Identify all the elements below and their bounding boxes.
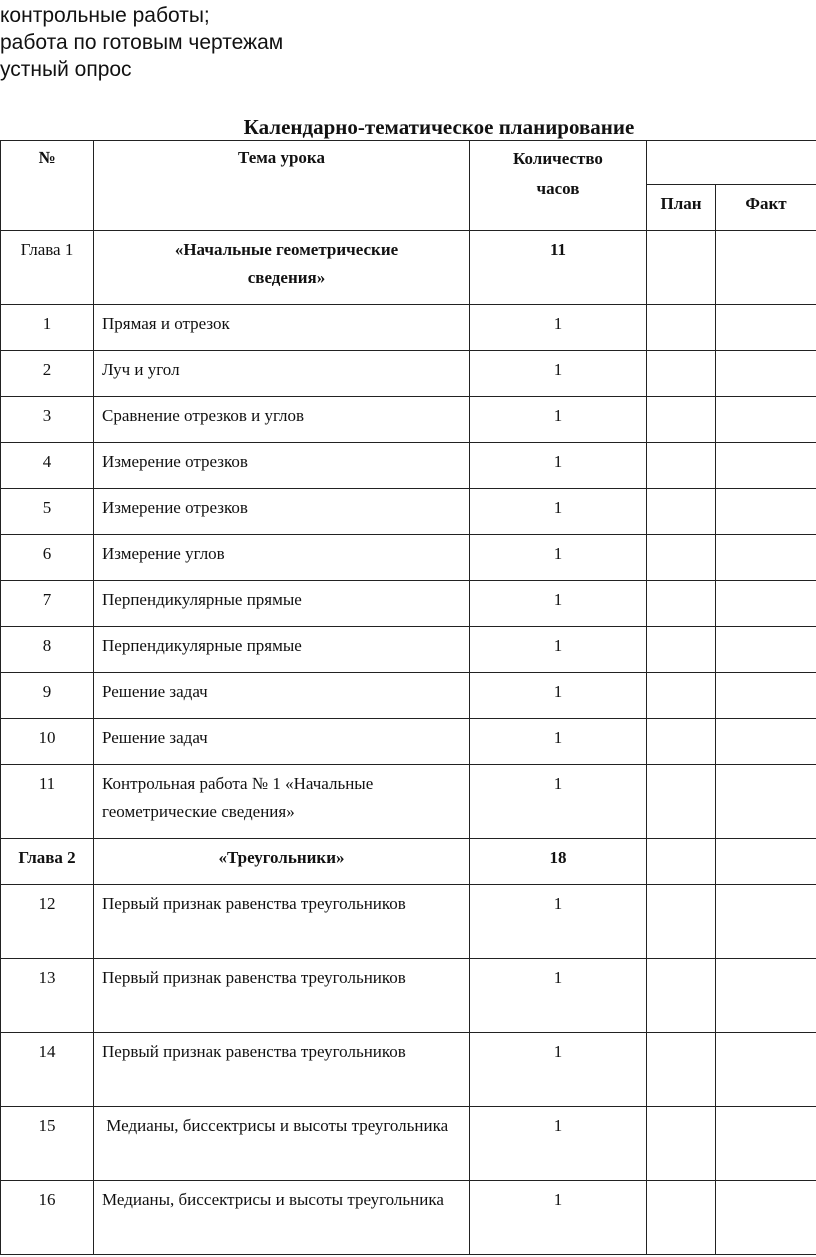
header-fact: Факт (716, 185, 816, 231)
cell-hours: 1 (470, 719, 647, 765)
cell-topic: «Треугольники» (94, 839, 470, 885)
cell-hours: 1 (470, 627, 647, 673)
cell-num: 5 (1, 489, 94, 535)
cell-fact (716, 581, 816, 627)
cell-topic: Первый признак равенства треугольников (94, 959, 470, 1033)
cell-plan (647, 443, 716, 489)
cell-topic: Сравнение отрезков и углов (94, 397, 470, 443)
header-num: № (1, 141, 94, 231)
cell-fact (716, 1033, 816, 1107)
table-row (1, 673, 816, 719)
cell-topic: Контрольная работа № 1 «Начальные геометрические сведения» (94, 765, 470, 839)
table-row-chapter (1, 839, 816, 885)
cell-num: 6 (1, 535, 94, 581)
table-row (1, 397, 816, 443)
cell-plan (647, 673, 716, 719)
cell-topic: Первый признак равенства треугольников (94, 885, 470, 959)
cell-num: 2 (1, 351, 94, 397)
cell-num: Глава 2 (1, 839, 94, 885)
intro-line: работа по готовым чертежам (0, 31, 284, 54)
cell-hours: 1 (470, 1107, 647, 1181)
header-topic: Тема урока (94, 141, 470, 231)
header-dates (647, 141, 816, 185)
cell-fact (716, 489, 816, 535)
table-row (1, 765, 816, 839)
cell-topic: Измерение отрезков (94, 489, 470, 535)
table-row (1, 305, 816, 351)
cell-plan (647, 581, 716, 627)
cell-fact (716, 765, 816, 839)
cell-topic: Измерение углов (94, 535, 470, 581)
cell-num: 4 (1, 443, 94, 489)
table-row (1, 959, 816, 1033)
cell-num: 11 (1, 765, 94, 839)
table-row (1, 627, 816, 673)
cell-topic: «Начальные геометрические сведения» (94, 231, 470, 305)
cell-fact (716, 351, 816, 397)
cell-hours: 1 (470, 959, 647, 1033)
table-row (1, 885, 816, 959)
cell-num: 3 (1, 397, 94, 443)
cell-num: 8 (1, 627, 94, 673)
cell-topic: Медианы, биссектрисы и высоты треугольника (94, 1181, 470, 1255)
intro-block (0, 2, 283, 83)
cell-plan (647, 489, 716, 535)
cell-fact (716, 397, 816, 443)
header-row (1, 141, 816, 185)
table-row (1, 489, 816, 535)
cell-topic: Первый признак равенства треугольников (94, 1033, 470, 1107)
cell-num: 16 (1, 1181, 94, 1255)
cell-plan (647, 885, 716, 959)
cell-fact (716, 959, 816, 1033)
cell-num: 9 (1, 673, 94, 719)
cell-topic: Прямая и отрезок (94, 305, 470, 351)
cell-hours: 1 (470, 535, 647, 581)
cell-plan (647, 765, 716, 839)
cell-hours: 1 (470, 397, 647, 443)
cell-fact (716, 1107, 816, 1181)
header-hours: Количество часов (470, 141, 647, 231)
cell-hours: 1 (470, 581, 647, 627)
cell-num: 12 (1, 885, 94, 959)
cell-plan (647, 1033, 716, 1107)
table-row (1, 719, 816, 765)
cell-hours: 1 (470, 1033, 647, 1107)
cell-fact (716, 719, 816, 765)
cell-plan (647, 959, 716, 1033)
table-row-chapter (1, 231, 816, 305)
cell-hours: 1 (470, 885, 647, 959)
cell-hours: 1 (470, 351, 647, 397)
cell-fact (716, 839, 816, 885)
cell-plan (647, 719, 716, 765)
cell-hours: 18 (470, 839, 647, 885)
cell-fact (716, 305, 816, 351)
cell-hours: 1 (470, 305, 647, 351)
intro-line: контрольные работы; (0, 4, 210, 27)
cell-num: 13 (1, 959, 94, 1033)
cell-fact (716, 627, 816, 673)
cell-fact (716, 885, 816, 959)
cell-num: 15 (1, 1107, 94, 1181)
cell-num: 7 (1, 581, 94, 627)
page-title: Календарно-тематическое планирование (243, 115, 635, 139)
cell-fact (716, 443, 816, 489)
cell-topic: Измерение отрезков (94, 443, 470, 489)
cell-plan (647, 397, 716, 443)
header-plan: План (647, 185, 716, 231)
cell-plan (647, 1107, 716, 1181)
cell-num: Глава 1 (1, 231, 94, 305)
table-row (1, 1033, 816, 1107)
table-row (1, 581, 816, 627)
cell-num: 1 (1, 305, 94, 351)
cell-topic: Решение задач (94, 673, 470, 719)
cell-plan (647, 305, 716, 351)
cell-fact (716, 673, 816, 719)
cell-fact (716, 231, 816, 305)
cell-hours: 1 (470, 489, 647, 535)
table-row (1, 351, 816, 397)
cell-topic: Перпендикулярные прямые (94, 627, 470, 673)
table-row (1, 1181, 816, 1255)
cell-plan (647, 1181, 716, 1255)
cell-hours: 1 (470, 673, 647, 719)
table-row (1, 443, 816, 489)
table-row (1, 535, 816, 581)
planning-table (0, 140, 816, 1255)
cell-plan (647, 839, 716, 885)
cell-topic: Решение задач (94, 719, 470, 765)
cell-plan (647, 231, 716, 305)
cell-plan (647, 351, 716, 397)
cell-num: 10 (1, 719, 94, 765)
cell-hours: 1 (470, 443, 647, 489)
cell-plan (647, 535, 716, 581)
cell-topic: Медианы, биссектрисы и высоты треугольника (94, 1107, 470, 1181)
cell-plan (647, 627, 716, 673)
cell-topic: Перпендикулярные прямые (94, 581, 470, 627)
cell-hours: 1 (470, 765, 647, 839)
intro-line: устный опрос (0, 58, 132, 81)
cell-fact (716, 535, 816, 581)
cell-hours: 1 (470, 1181, 647, 1255)
cell-fact (716, 1181, 816, 1255)
cell-hours: 11 (470, 231, 647, 305)
table-row (1, 1107, 816, 1181)
cell-num: 14 (1, 1033, 94, 1107)
cell-topic: Луч и угол (94, 351, 470, 397)
